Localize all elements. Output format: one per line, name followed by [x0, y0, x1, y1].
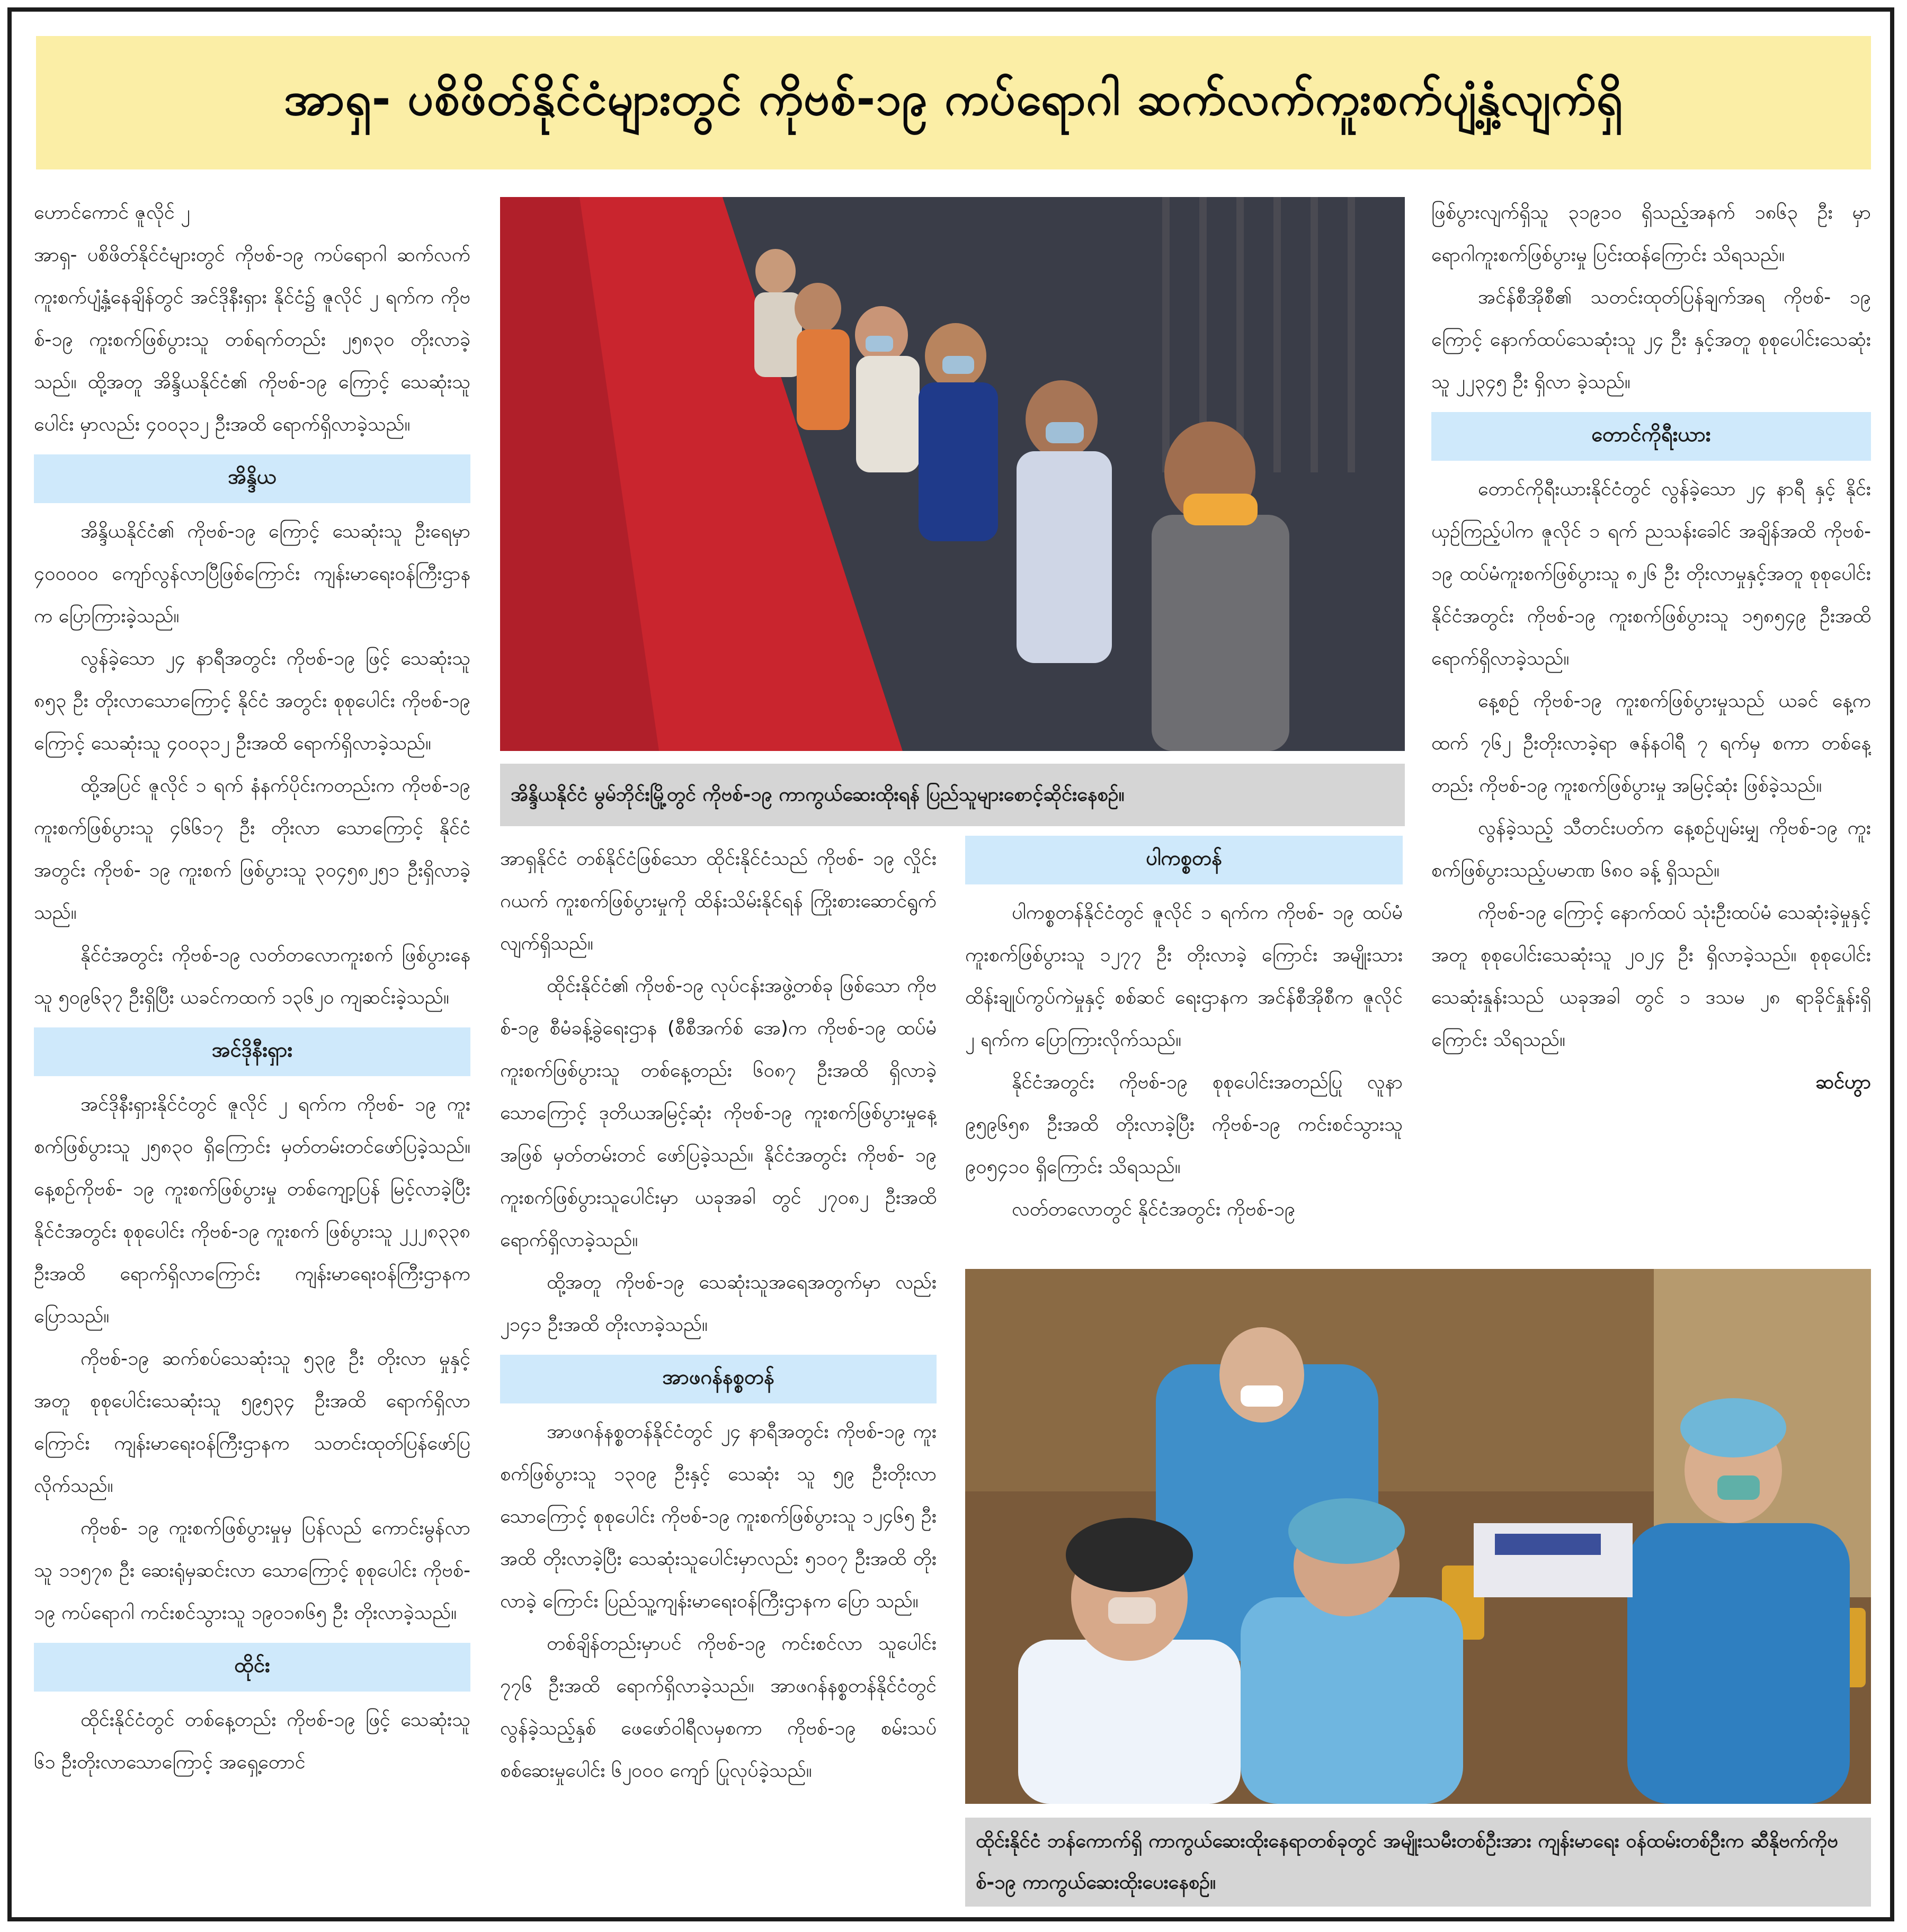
india-paragraph-1: အိန္ဒိယနိုင်ငံ၏ ကိုဗစ်-၁၉ ကြောင့် သေဆုံးသူ ဦးရေမှာ ၄၀၀၀၀၀ ကျော်လွန်လာပြီဖြစ်ကြောင်း ကျန်းမာရေးဝန်ကြီးဌာနက ပြောကြားခဲ့သည်။	[34, 521, 470, 627]
section-heading-thailand: ထိုင်း	[34, 1643, 470, 1692]
pakistan-paragraph-3: လတ်တလောတွင် နိုင်ငံအတွင်း ကိုဗစ်-၁၉	[1012, 1198, 1296, 1220]
korea-paragraph-1: တောင်ကိုရီးယားနိုင်ငံတွင် လွန်ခဲ့သော ၂၄ နာရီ နှင့် နိုင်းယှဉ်ကြည့်ပါက ဇူလိုင် ၁ ရက် ညသန်းခေါင် အချိန်အထိ ကိုဗစ်- ၁၉ ထပ်မံကူးစက်ဖြစ်ပွားသူ ၈၂၆ ဦး တိုးလာမှုနှင့်အတူ စုစုပေါင်းနိုင်ငံအတွင်း ကိုဗစ်-၁၉ ကူးစက်ဖြစ်ပွားသူ ၁၅၈၅၄၉ ဦးအထိ ရောက်ရှိလာခဲ့သည်။	[1431, 478, 1871, 669]
column-4	[1431, 192, 1871, 1257]
pakistan-paragraph-2: နိုင်ငံအတွင်း ကိုဗစ်-၁၉ စုစုပေါင်းအတည်ပြု လူနာ ၉၅၉၆၅၈ ဦးအထိ တိုးလာခဲ့ပြီး ကိုဗစ်-၁၉ ကင်းစင်သွားသူ ၉၀၅၄၁၀ ရှိကြောင်း သိရသည်။	[965, 1071, 1403, 1178]
indonesia-paragraph-2: ကိုဗစ်-၁၉ ဆက်စပ်သေဆုံးသူ ၅၃၉ ဦး တိုးလာ မှုနှင့်အတူ စုစုပေါင်းသေဆုံးသူ ၅၉၅၃၄ ဦးအထိ ရောက်ရှိလာကြောင်း ကျန်းမာရေးဝန်ကြီးဌာနက သတင်းထုတ်ပြန်ဖော်ပြလိုက်သည်။	[34, 1348, 470, 1497]
photo-bangkok-vaccination	[965, 1269, 1871, 1804]
thailand-paragraph-2: ထိုင်းနိုင်ငံ၏ ကိုဗစ်-၁၉ လုပ်ငန်းအဖွဲ့တစ်ခု ဖြစ်သော ကိုဗစ်-၁၉ စီမံခန့်ခွဲရေးဌာန (စီစီအက်စ် အေ)က ကိုဗစ်-၁၉ ထပ်မံ ကူးစက်ဖြစ်ပွားသူ တစ်နေ့တည်း ၆၀၈၇ ဦးအထိ ရှိလာခဲ့သောကြောင့် ဒုတိယအမြင့်ဆုံး ကိုဗစ်-၁၉ ကူးစက်ဖြစ်ပွားမှုနေ့ အဖြစ် မှတ်တမ်းတင် ဖော်ပြခဲ့သည်။ နိုင်ငံအတွင်း ကိုဗစ်- ၁၉ ကူးစက်ဖြစ်ပွားသူပေါင်းမှာ ယခုအခါ တွင် ၂၇၀၈၂ ဦးအထိ ရောက်ရှိလာခဲ့သည်။	[500, 975, 937, 1251]
section-heading-pakistan: ပါကစ္စတန်	[965, 836, 1403, 884]
indonesia-paragraph-1: အင်ဒိုနီးရှားနိုင်ငံတွင် ဇူလိုင် ၂ ရက်က ကိုဗစ်- ၁၉ ကူးစက်ဖြစ်ပွားသူ ၂၅၈၃၀ ရှိကြောင်း မှတ်တမ်းတင်ဖော်ပြခဲ့သည်။ နေ့စဉ်ကိုဗစ်- ၁၉ ကူးစက်ဖြစ်ပွားမှု တစ်ကျော့ပြန် မြင့်လာခဲ့ပြီး နိုင်ငံအတွင်း စုစုပေါင်း ကိုဗစ်-၁၉ ကူးစက် ဖြစ်ပွားသူ ၂၂၂၈၃၃၈ ဦးအထိ ရောက်ရှိလာကြောင်း ကျန်းမာရေးဝန်ကြီးဌာနက ပြောသည်။	[34, 1094, 470, 1327]
indonesia-paragraph-3: ကိုဗစ်- ၁၉ ကူးစက်ဖြစ်ပွားမှုမှ ပြန်လည် ကောင်းမွန်လာသူ ၁၁၅၇၈ ဦး ဆေးရုံမှဆင်းလာ သောကြောင့် စုစုပေါင်း ကိုဗစ်- ၁၉ ကပ်ရောဂါ ကင်းစင်သွားသူ ၁၉၀၁၈၆၅ ဦး တိုးလာခဲ့သည်။	[34, 1517, 470, 1624]
headline-banner	[36, 36, 1871, 169]
source-signature: ဆင်ဟွာ	[1815, 1071, 1871, 1093]
india-paragraph-4: နိုင်ငံအတွင်း ကိုဗစ်-၁၉ လတ်တလောကူးစက် ဖြစ်ပွားနေသူ ၅၀၉၆၃၇ ဦးရှိပြီး ယခင်ကထက် ၁၃၆၂၀ ကျဆင်းခဲ့သည်။	[34, 944, 470, 1008]
section-heading-indonesia: အင်ဒိုနီးရှား	[34, 1027, 470, 1076]
india-paragraph-2: လွန်ခဲ့သော ၂၄ နာရီအတွင်း ကိုဗစ်-၁၉ ဖြင့် သေဆုံးသူ ၈၅၃ ဦး တိုးလာသောကြောင့် နိုင်ငံ အတွင်း စုစုပေါင်း ကိုဗစ်-၁၉ ကြောင့် သေဆုံးသူ ၄၀၀၃၁၂ ဦးအထိ ရောက်ရှိလာခဲ့သည်။	[34, 648, 470, 754]
india-paragraph-3: ထို့အပြင် ဇူလိုင် ၁ ရက် နံနက်ပိုင်းကတည်းက ကိုဗစ်-၁၉ ကူးစက်ဖြစ်ပွားသူ ၄၆၆၁၇ ဦး တိုးလာ သောကြောင့် နိုင်ငံအတွင်း ကိုဗစ်- ၁၉ ကူးစက် ဖြစ်ပွားသူ ၃၀၄၅၈၂၅၁ ဦးရှိလာခဲ့သည်။	[34, 775, 470, 924]
section-heading-india: အိန္ဒိယ	[34, 454, 470, 503]
photo-2-caption-text: ထိုင်းနိုင်ငံ ဘန်ကောက်ရှိ ကာကွယ်ဆေးထိုးနေရာတစ်ခုတွင် အမျိုးသမီးတစ်ဦးအား ကျန်းမာရေး ဝန်ထမ်းတစ်ဦးက ဆီနိုဗက်ကိုဗစ်-၁၉ ကာကွယ်ဆေးထိုးပေးနေစဉ်။	[976, 1830, 1838, 1893]
pakistan-paragraph-4: အင်န်စီအိုစီ၏ သတင်းထုတ်ပြန်ချက်အရ ကိုဗစ်- ၁၉ ကြောင့် နောက်ထပ်သေဆုံးသူ ၂၄ ဦး နှင့်အတူ စုစုပေါင်းသေဆုံးသူ ၂၂၃၄၅ ဦး ရှိလာ ခဲ့သည်။	[1431, 287, 1871, 393]
afghanistan-paragraph-1: အာဖဂန်နစ္စတန်နိုင်ငံတွင် ၂၄ နာရီအတွင်း ကိုဗစ်-၁၉ ကူးစက်ဖြစ်ပွားသူ ၁၃၀၉ ဦးနှင့် သေဆုံး သူ ၅၉ ဦးတိုးလာသောကြောင့် စုစုပေါင်း ကိုဗစ်-၁၉ ကူးစက်ဖြစ်ပွားသူ ၁၂၄၆၅ ဦးအထိ တိုးလာခဲ့ပြီး သေဆုံးသူပေါင်းမှာလည်း ၅၁၀၇ ဦးအထိ တိုးလာခဲ့ ကြောင်း ပြည်သူ့ကျန်းမာရေးဝန်ကြီးဌာနက ပြော သည်။	[500, 1421, 937, 1612]
column-3	[965, 827, 1403, 1256]
dateline: ဟောင်ကောင် ဇူလိုင် ၂	[34, 202, 190, 223]
korea-paragraph-3: လွန်ခဲ့သည့် သီတင်းပတ်က နေ့စဉ်ပျမ်းမျှ ကိုဗစ်-၁၉ ကူးစက်ဖြစ်ပွားသည့်ပမာဏ ၆၈၀ ခန့် ရှိသည်။	[1431, 817, 1871, 881]
thailand-paragraph-1: ထိုင်းနိုင်ငံတွင် တစ်နေ့တည်း ကိုဗစ်-၁၉ ဖြင့် သေဆုံးသူ ၆၁ ဦးတိုးလာသောကြောင့် အရှေ့တောင်	[34, 1709, 470, 1773]
pakistan-paragraph-3-continued: ဖြစ်ပွားလျက်ရှိသူ ၃၁၉၁၀ ရှိသည့်အနက် ၁၈၆၃ ဦး မှာ ရောဂါကူးစက်ဖြစ်ပွားမှု ပြင်းထန်ကြောင်း သိရသည်။	[1431, 202, 1871, 266]
thailand-paragraph-1-continued: အာရှနိုင်ငံ တစ်နိုင်ငံဖြစ်သော ထိုင်းနိုင်ငံသည် ကိုဗစ်- ၁၉ လှိုင်းဂယက် ကူးစက်ဖြစ်ပွားမှုကို ထိန်းသိမ်းနိုင်ရန် ကြိုးစားဆောင်ရွက်လျက်ရှိသည်။	[500, 848, 937, 954]
photo-1-caption	[500, 764, 1405, 826]
photo-2-caption	[965, 1818, 1871, 1907]
thailand-paragraph-3: ထို့အတူ ကိုဗစ်-၁၉ သေဆုံးသူအရေအတွက်မှာ လည်း ၂၁၄၁ ဦးအထိ တိုးလာခဲ့သည်။	[500, 1272, 937, 1336]
column-1	[34, 192, 470, 1902]
korea-paragraph-4: ကိုဗစ်-၁၉ ကြောင့် နောက်ထပ် သုံးဦးထပ်မံ သေဆုံးခဲ့မှုနှင့်အတူ စုစုပေါင်းသေဆုံးသူ ၂၀၂၄ ဦး ရှိလာခဲ့သည်။ စုစုပေါင်းသေဆုံးနှုန်းသည် ယခုအခါ တွင် ၁ ဒသမ ၂၈ ရာခိုင်နှုန်းရှိကြောင်း သိရသည်။	[1431, 902, 1871, 1051]
afghanistan-paragraph-2: တစ်ချိန်တည်းမှာပင် ကိုဗစ်-၁၉ ကင်းစင်လာ သူပေါင်း ၇၇၆ ဦးအထိ ရောက်ရှိလာခဲ့သည်။ အာဖဂန်နစ္စတန်နိုင်ငံတွင် လွန်ခဲ့သည့်နှစ် ဖေဖော်ဝါရီလမှစကာ ကိုဗစ်-၁၉ စမ်းသပ် စစ်ဆေးမှုပေါင်း ၆၂၀၀၀ ကျော် ပြုလုပ်ခဲ့သည်။	[500, 1633, 937, 1782]
korea-paragraph-2: နေ့စဉ် ကိုဗစ်-၁၉ ကူးစက်ဖြစ်ပွားမှုသည် ယခင် နေ့ကထက် ၇၆၂ ဦးတိုးလာခဲ့ရာ ဇန်နဝါရီ ၇ ရက်မှ စကာ တစ်နေ့တည်း ကိုဗစ်-၁၉ ကူးစက်ဖြစ်ပွားမှု အမြင့်ဆုံး ဖြစ်ခဲ့သည်။	[1431, 690, 1871, 797]
section-heading-afghanistan: အာဖဂန်နစ္စတန်	[500, 1355, 937, 1403]
intro-paragraph: အာရှ- ပစိဖိတ်နိုင်ငံများတွင် ကိုဗစ်-၁၉ ကပ်ရောဂါ ဆက်လက်ကူးစက်ပျံ့နှံ့နေချိန်တွင် အင်ဒိုနီးရှား နိုင်ငံ၌ ဇူလိုင် ၂ ရက်က ကိုဗစ်-၁၉ ကူးစက်ဖြစ်ပွားသူ တစ်ရက်တည်း ၂၅၈၃၀ တိုးလာခဲ့သည်။ ထို့အတူ အိန္ဒိယနိုင်ငံ၏ ကိုဗစ်-၁၉ ကြောင့် သေဆုံးသူပေါင်း မှာလည်း ၄၀၀၃၁၂ ဦးအထိ ရောက်ရှိလာခဲ့သည်။	[34, 244, 470, 435]
pakistan-paragraph-1: ပါကစ္စတန်နိုင်ငံတွင် ဇူလိုင် ၁ ရက်က ကိုဗစ်- ၁၉ ထပ်မံကူးစက်ဖြစ်ပွားသူ ၁၂၇၇ ဦး တိုးလာခဲ့ ကြောင်း အမျိုးသားထိန်းချုပ်ကွပ်ကဲမှုနှင့် စစ်ဆင် ရေးဌာနက အင်န်စီအိုစီက ဇူလိုင် ၂ ရက်က ပြောကြားလိုက်သည်။	[965, 902, 1403, 1051]
section-heading-south-korea: တောင်ကိုရီးယား	[1431, 412, 1871, 461]
column-2	[500, 838, 937, 1902]
photo-mumbai-vaccination-queue	[500, 197, 1405, 751]
headline: အာရှ- ပစိဖိတ်နိုင်ငံများတွင် ကိုဗစ်-၁၉ ကပ်ရောဂါ ဆက်လက်ကူးစက်ပျံ့နှံ့လျက်ရှိ	[284, 72, 1623, 126]
photo-1-caption-text: အိန္ဒိယနိုင်ငံ မွမ်ဘိုင်းမြို့တွင် ကိုဗစ်-၁၉ ကာကွယ်ဆေးထိုးရန် ပြည်သူများစောင့်ဆိုင်းနေစဉ်။	[511, 784, 1125, 806]
